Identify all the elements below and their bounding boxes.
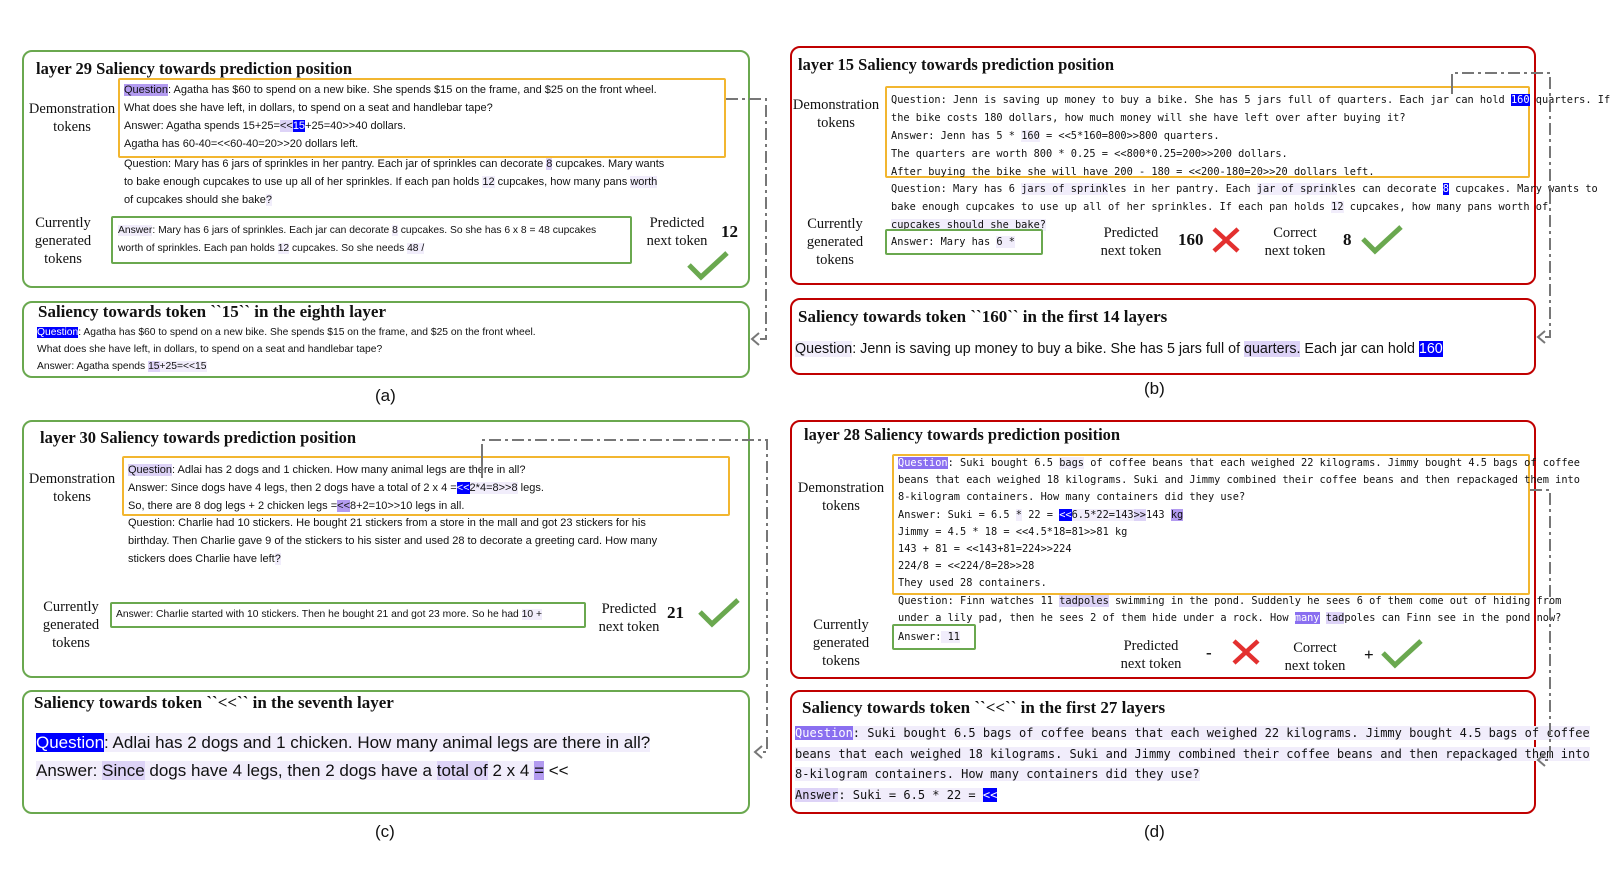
text-line (898, 524, 1580, 541)
cross-icon (1231, 638, 1261, 666)
token-text: Answer: (898, 631, 942, 643)
token-text: Question: Charlie had 10 stickers. He bought 21 stickers from a store in the mall and got 23 stickers for his (128, 517, 646, 529)
token-text: So, there are 8 dog legs + 2 chicken legs = (128, 500, 338, 512)
highlighted-token: 12 (1331, 201, 1344, 213)
highlighted-token: 8 (546, 158, 553, 170)
highlighted-token: jars of sprink (1021, 183, 1108, 195)
token-text: swimming in the pond. Suddenly he sees 6 of them come out of hiding from (1108, 595, 1562, 607)
token-text: under a lily pad, then he sees 2 of them hide under a rock. How (898, 612, 1295, 625)
token-text: Answer: Agatha spends 15+25= (124, 120, 280, 132)
token-text: cupcakes. So she needs (289, 243, 408, 254)
highlighted-token: << (337, 500, 350, 512)
panel-a-question-text (124, 155, 664, 209)
panel-c-question-text (128, 514, 657, 568)
check-icon (1380, 638, 1424, 670)
text-line (37, 358, 536, 375)
highlighted-token: Question (898, 457, 948, 469)
text-line (116, 606, 542, 624)
highlighted-token: Question (795, 726, 853, 740)
panel-b-correct-value: 8 (1343, 230, 1352, 249)
token-text: worth of sprinkles. Each pan holds (118, 243, 278, 254)
token-text: = <<5*160=800>>800 quarters. (1039, 130, 1220, 142)
token-text: 143 (1146, 508, 1171, 521)
panel-a-current-label: Currently generated tokens (34, 215, 92, 267)
panel-b-question-text (891, 180, 1598, 234)
highlighted-token: Question (36, 733, 105, 752)
token-text: cupcakes. So she has 6 x 8 = 48 cupcakes (397, 225, 597, 236)
text-line (37, 324, 536, 341)
highlighted-token: quarters. (1244, 341, 1301, 357)
text-line (891, 180, 1598, 198)
text-line (795, 785, 1590, 806)
token-text: legs. (517, 482, 544, 494)
panel-d-current-text (898, 628, 960, 646)
highlighted-token: dogs have 4 legs, then 2 dogs have a (144, 761, 437, 780)
token-text: Answer: Jenn has 5 * (891, 130, 1022, 142)
text-line (128, 497, 544, 515)
text-line (898, 558, 1580, 575)
token-text: Answer: Suki = 6.5 (898, 508, 1016, 521)
token-text: Each jar can hold (1300, 341, 1419, 357)
panel-c-current-text (116, 606, 542, 624)
token-text (1320, 612, 1326, 624)
highlighted-token: 12 (482, 176, 495, 188)
token-text: << (544, 761, 569, 780)
panel-a-title: layer 29 Saliency towards prediction position (36, 59, 353, 78)
panel-c-demo-text (128, 461, 544, 515)
saliency-b-text (795, 338, 1443, 360)
text-line (898, 489, 1580, 506)
highlighted-token: 11 (941, 631, 961, 643)
text-line (128, 550, 657, 568)
panel-c-demo-label: Demonstration tokens (28, 471, 116, 505)
token-text: the bike costs 180 dollars, how much money will she have left over after buying it? (891, 112, 1406, 124)
highlighted-token: Since (102, 761, 145, 780)
panel-d-correct-label: Correct next token (1284, 640, 1346, 674)
token-text: 143 + 81 = <<143+81=224>>224 (898, 543, 1072, 556)
cross-icon (1211, 226, 1241, 254)
highlighted-token: Answer: (36, 761, 103, 780)
text-line (795, 338, 1443, 360)
highlighted-token: many (1294, 612, 1320, 625)
highlighted-token: << (1059, 508, 1072, 521)
token-text: What does she have left, in dollars, to spend on a seat and handlebar tape? (124, 102, 493, 114)
highlighted-token: 6.5*22=143 (1071, 508, 1134, 521)
caption-d: (d) (1144, 822, 1165, 841)
highlighted-token: 2 x 4 (487, 761, 535, 780)
text-line (36, 729, 650, 757)
token-text: cupcakes. Mary wants (552, 158, 665, 170)
text-line (795, 764, 1590, 785)
highlighted-token: Question (795, 341, 853, 357)
highlighted-token: Question (124, 84, 169, 96)
text-line (891, 91, 1610, 109)
token-text: +25=40>>40 dollars. (305, 120, 406, 132)
token-text: What does she have left, in dollars, to spend on a seat and handlebar tape? (37, 344, 383, 355)
highlighted-token: worth (630, 176, 658, 188)
text-line (124, 117, 657, 135)
token-text: birthday. Then Charlie gave 9 of the stickers to his sister and used 28 to decorate a greeting card. How many (128, 535, 658, 547)
panel-d-correct-value: + (1364, 645, 1374, 664)
token-text: Question: Finn watches 11 (898, 595, 1060, 607)
highlighted-token: 160 (1510, 94, 1530, 106)
token-text: cupcakes. Mary wants to (1448, 183, 1598, 195)
highlighted-token: << (456, 482, 470, 494)
token-text: : Agatha has $60 to spend on a new bike. She spends $15 on the frame, and $25 on the front wheel. (168, 84, 657, 96)
text-line (898, 541, 1580, 558)
text-line (898, 575, 1580, 592)
highlighted-token: 8 (392, 225, 398, 236)
panel-d-demo-text (898, 455, 1580, 593)
caption-a: (a) (375, 386, 396, 405)
highlighted-token: Question (37, 327, 79, 338)
highlighted-token: 160 (1418, 341, 1443, 357)
highlighted-token: 48 / (407, 243, 425, 254)
highlighted-token: 160 (1021, 130, 1040, 142)
panel-c-predicted-label: Predicted next token (598, 601, 660, 635)
caption-c: (c) (375, 822, 395, 841)
highlighted-token: ? (265, 194, 272, 206)
text-line (891, 109, 1610, 127)
token-text: They used 28 containers. (898, 577, 1047, 590)
panel-b-demo-text (891, 91, 1610, 181)
token-text: : Adlai has 2 dogs and 1 chicken. How many animal legs are there in all? (172, 464, 526, 476)
panel-d-demo-label: Demonstration tokens (797, 480, 885, 514)
panel-d-title: layer 28 Saliency towards prediction position (804, 425, 1121, 444)
panel-d-question-text (898, 593, 1561, 627)
token-text: Answer: Mary has (891, 236, 997, 248)
panel-a-predicted-value: 12 (721, 222, 738, 241)
text-line (891, 145, 1610, 163)
token-text: of coffee beans that each weighed 22 kilograms. Jimmy bought 4.5 bags of coffee (1084, 457, 1580, 469)
text-line (124, 191, 664, 209)
token-text: : Agatha has $60 to spend on a new bike. She spends $15 on the frame, and $25 on the front wheel. (78, 327, 536, 338)
highlighted-token: : Suki bought 6.5 bags of coffee beans that each weighed 22 kilograms. Jimmy bought 4.5 bags of coffee (852, 726, 1590, 740)
text-line (118, 222, 596, 240)
highlighted-token: 8 (1442, 183, 1449, 195)
highlighted-token: << (982, 787, 998, 802)
token-text: bake enough cupcakes to use up all of her sprinkles. If each pan holds (891, 201, 1332, 213)
panel-a-demo-label: Demonstration tokens (28, 101, 116, 135)
text-line (124, 155, 664, 173)
text-line (891, 233, 1015, 251)
highlighted-token: tad (1325, 612, 1345, 625)
token-text: Agatha has 60-40=<<60-40=20>>20 dollars left. (124, 138, 359, 150)
token-text: cupcakes, how many pans worth of (1343, 201, 1549, 213)
token-text: : Suki bought 6.5 (947, 457, 1060, 469)
highlighted-token: Answer (795, 787, 839, 802)
saliency-b-title: Saliency towards token ``160`` in the first 14 layers (798, 307, 1168, 326)
token-text: 22 = (1022, 508, 1060, 521)
highlighted-token: 8-kilogram containers. How many containers did they use? (795, 767, 1200, 781)
panel-a-current-text (118, 222, 596, 258)
highlighted-token: bags (1059, 457, 1085, 469)
token-text: Question: Mary has 6 (891, 183, 1022, 195)
highlighted-token: Question (128, 464, 173, 476)
highlighted-token: 12 (277, 243, 290, 254)
highlighted-token: 6 * (996, 236, 1015, 248)
highlighted-token: = (534, 761, 545, 780)
highlighted-token: 2*4=8>>8 (469, 482, 518, 494)
panel-c-current-label: Currently generated tokens (42, 599, 100, 651)
highlighted-token: 15 (292, 120, 306, 132)
highlighted-token: jar of sprink (1256, 183, 1338, 195)
panel-d-predicted-label: Predicted next token (1120, 638, 1182, 672)
arrow-head-c (755, 746, 762, 758)
caption-b: (b) (1144, 379, 1165, 398)
token-text: 8-kilogram containers. How many containers did they use? (898, 491, 1246, 504)
token-text: The quarters are worth 800 * 0.25 = <<800*0.25=200>>200 dollars. (891, 148, 1288, 160)
text-line (898, 455, 1580, 472)
saliency-a-text (37, 324, 536, 375)
text-line (795, 723, 1590, 744)
panel-b-predicted-value: 160 (1178, 230, 1204, 249)
token-text: Answer: Charlie started with 10 stickers. Then he bought 21 and got 23 more. So he had (116, 609, 522, 620)
check-icon (686, 250, 730, 282)
panel-c-title: layer 30 Saliency towards prediction position (40, 428, 357, 447)
panel-b-current-text (891, 233, 1015, 251)
highlighted-token: : Adlai has 2 dogs and 1 chicken. How many animal legs are there in all? (104, 733, 651, 752)
text-line (118, 240, 596, 258)
panel-a-predicted-label: Predicted next token (646, 215, 708, 249)
highlighted-token: 15 (148, 361, 160, 372)
token-text: to bake enough cupcakes to use up all of her sprinkles. If each pan holds (124, 176, 483, 188)
panel-a-demo-text (124, 81, 657, 153)
arrow-head-a (752, 333, 759, 345)
highlighted-token: >> (1133, 508, 1147, 521)
text-line (37, 341, 536, 358)
token-text: 224/8 = <<224/8=28>>28 (898, 560, 1035, 573)
text-line (128, 532, 657, 550)
token-text: beans that each weighed 18 kilograms. Suki and Jimmy combined their coffee beans and then repackaged them into (898, 474, 1580, 487)
token-text: cupcakes, how many pans (494, 176, 631, 188)
highlighted-token: +25=<<15 (159, 361, 207, 372)
panel-d-predicted-value: - (1206, 643, 1212, 662)
text-line (795, 744, 1590, 765)
text-line (128, 514, 657, 532)
token-text: stickers does Charlie have left (128, 553, 275, 565)
highlighted-token: 10 + (521, 609, 542, 620)
text-line (891, 163, 1610, 181)
token-text: poles can Finn see in the pond now? (1344, 612, 1562, 625)
token-text: quarters. If (1529, 94, 1610, 106)
highlighted-token: beans that each weighed 18 kilograms. Suki and Jimmy combined their coffee beans and then repackaged them into (795, 746, 1590, 761)
text-line (898, 610, 1561, 627)
check-icon (1360, 224, 1404, 256)
token-text: Question: Mary has 6 jars of sprinkles in her pantry. Each jar of sprinkles can decorate (124, 158, 547, 170)
text-line (898, 593, 1561, 610)
panel-b-current-label: Currently generated tokens (806, 216, 864, 268)
token-text: : Jenn is saving up money to buy a bike. She has 5 jars full of (852, 341, 1245, 357)
highlighted-token: ? (274, 553, 281, 565)
saliency-d-title: Saliency towards token ``<<`` in the first 27 layers (802, 698, 1166, 717)
highlighted-token: kg (1170, 508, 1184, 521)
token-text: : Mary has 6 jars of sprinkles. Each jar can decorate (152, 225, 393, 236)
token-text: After buying the bike she will have 200 - 180 = <<200-180=20>>20 dollars left. (891, 166, 1375, 178)
highlighted-token: cupcakes should she bake? (891, 219, 1046, 231)
panel-b-predicted-label: Predicted next token (1100, 225, 1162, 259)
token-text: of cupcakes should she bake (124, 194, 266, 206)
panel-c-predicted-value: 21 (667, 603, 684, 622)
text-line (898, 628, 960, 646)
text-line (128, 461, 544, 479)
saliency-c-title: Saliency towards token ``<<`` in the seventh layer (34, 693, 394, 712)
text-line (124, 99, 657, 117)
text-line (891, 127, 1610, 145)
highlighted-token: : Suki = 6.5 * 22 = (838, 787, 983, 802)
token-text: Question: Jenn is saving up money to buy a bike. She has 5 jars full of quarters. Each jar can hold (891, 94, 1511, 106)
highlighted-token: * (1015, 508, 1022, 521)
token-text: Jimmy = 4.5 * 18 = <<4.5*18=81>>81 kg (898, 525, 1128, 538)
token-text: les can decorate (1337, 183, 1443, 195)
saliency-c-text (36, 729, 650, 785)
panel-b-correct-label: Correct next token (1264, 225, 1326, 259)
arrow-head-b (1538, 331, 1545, 343)
token-text: les in her pantry. Each (1107, 183, 1257, 195)
text-line (124, 81, 657, 99)
saliency-d-text (795, 723, 1590, 805)
panel-b-title: layer 15 Saliency towards prediction position (798, 55, 1115, 74)
highlighted-token: Answer (118, 225, 153, 236)
text-line (124, 135, 657, 153)
highlighted-token: tadpoles (1059, 595, 1109, 607)
text-line (898, 507, 1580, 524)
highlighted-token: total of (436, 761, 488, 780)
text-line (898, 472, 1580, 489)
text-line (128, 479, 544, 497)
text-line (36, 757, 650, 785)
token-text: Answer: Since dogs have 4 legs, then 2 dogs have a total of 2 x 4 = (128, 482, 457, 494)
check-icon (697, 597, 741, 629)
saliency-a-title: Saliency towards token ``15`` in the eighth layer (38, 302, 387, 321)
text-line (891, 198, 1598, 216)
panel-b-demo-label: Demonstration tokens (792, 97, 880, 131)
panel-d-current-label: Currently generated tokens (812, 617, 870, 669)
text-line (124, 173, 664, 191)
token-text: 8+2=10>>10 legs in all. (350, 500, 465, 512)
highlighted-token: << (279, 120, 293, 132)
token-text: Answer: Agatha spends (37, 361, 149, 372)
